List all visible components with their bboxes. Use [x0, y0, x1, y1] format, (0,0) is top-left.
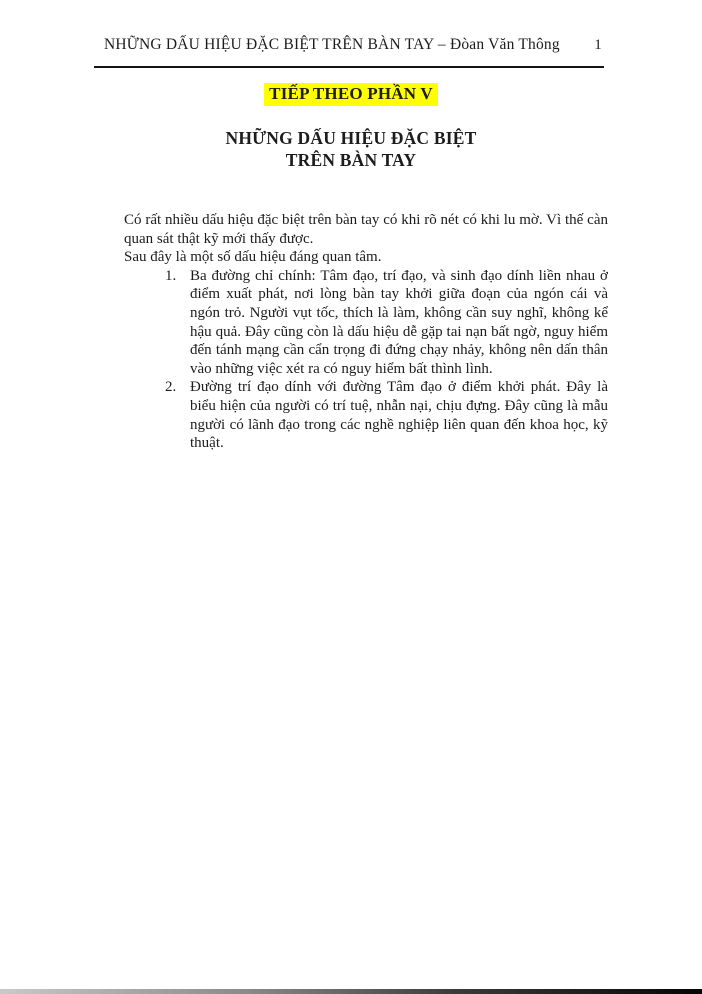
body-text	[124, 211, 608, 453]
list-item-number: 2.	[165, 379, 177, 396]
document-title	[0, 127, 702, 171]
paragraph-intro: Có rất nhiều dấu hiệu đặc biệt trên bàn tay có khi rõ nét có khi lu mờ. Vì thế càn quan sát thật kỹ mới thấy được.	[124, 212, 608, 247]
scan-edge-shadow	[0, 989, 702, 994]
paragraph-lead-in: Sau đây là một số dấu hiệu đáng quan tâm.	[124, 249, 382, 266]
page-header	[0, 0, 702, 54]
list-item	[165, 378, 608, 452]
running-title: NHỮNG DẤU HIỆU ĐẶC BIỆT TRÊN BÀN TAY – Đòan Văn Thông	[104, 36, 560, 53]
section-heading	[0, 68, 702, 171]
list-item	[165, 267, 608, 379]
document-title-line1: NHỮNG DẤU HIỆU ĐẶC BIỆT	[225, 128, 477, 148]
list-item-text: Ba đường chỉ chính: Tâm đạo, trí đạo, và sinh đạo dính liền nhau ở điểm xuất phát, nơi lòng bàn tay khởi giữa đoạn của ngón cái và ngón trỏ. Người vụt tốc, thích là làm, không cần suy nghĩ, không kể hậu quả. Đây cũng còn là dấu hiệu dễ gặp tai nạn bất ngờ, nguy hiểm đến tánh mạng cần cẩn trọng đi đứng chạy nhảy, không nên dấn thân vào những việc xét ra có nguy hiểm bất thình lình.	[190, 267, 608, 377]
page-number: 1	[594, 37, 602, 53]
highlighted-subtitle: TIẾP THEO PHẦN V	[264, 83, 438, 106]
list-item-text: Đường trí đạo dính với đường Tâm đạo ở điểm khởi phát. Đây là biểu hiện của người có trí tuệ, nhẫn nại, chịu đựng. Đây cũng là mẫu người có lãnh đạo trong các nghề nghiệp liên quan đến khoa học, kỹ thuật.	[190, 379, 608, 452]
list-item-number: 1.	[165, 267, 177, 284]
document-title-line2: TRÊN BÀN TAY	[285, 150, 417, 170]
numbered-list	[124, 267, 608, 453]
